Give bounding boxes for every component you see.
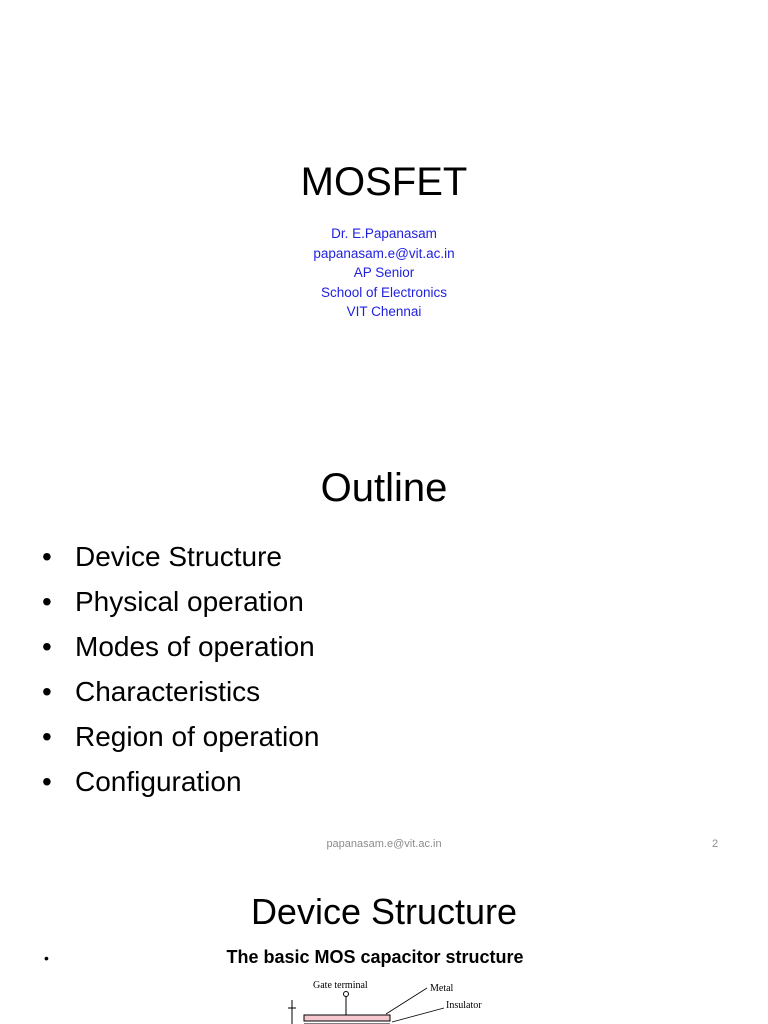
insulator-label: Insulator bbox=[446, 1000, 482, 1011]
diagram-caption: The basic MOS capacitor structure bbox=[226, 947, 524, 967]
outline-item-label: Region of operation bbox=[75, 721, 320, 752]
author-block bbox=[0, 224, 768, 322]
author-institute: VIT Chennai bbox=[346, 304, 422, 319]
gate-terminal-label: Gate terminal bbox=[313, 980, 368, 991]
outline-item-label: Device Structure bbox=[75, 541, 282, 572]
outline-item bbox=[42, 714, 319, 759]
mos-capacitor-diagram bbox=[270, 976, 510, 1024]
bullet-icon: • bbox=[42, 766, 52, 797]
outline-item bbox=[42, 534, 319, 579]
outline-title: Outline bbox=[320, 466, 448, 510]
bullet-icon: • bbox=[42, 721, 52, 752]
device-structure-title: Device Structure bbox=[250, 891, 518, 932]
insulator-pointer bbox=[392, 1008, 444, 1022]
metal-label: Metal bbox=[430, 983, 454, 994]
outline-item bbox=[42, 624, 319, 669]
bullet-icon: • bbox=[42, 676, 52, 707]
bullet-icon: • bbox=[42, 541, 52, 572]
bullet-icon: • bbox=[42, 631, 52, 662]
outline-item-label: Modes of operation bbox=[75, 631, 315, 662]
outline-item-label: Characteristics bbox=[75, 676, 261, 707]
bullet-icon: • bbox=[44, 950, 49, 966]
metal-layer bbox=[304, 1015, 390, 1021]
author-position: AP Senior bbox=[353, 265, 415, 280]
page-number: 2 bbox=[712, 838, 719, 850]
outline-item-label: Configuration bbox=[75, 766, 242, 797]
title-slide bbox=[0, 0, 768, 432]
outline-item-label: Physical operation bbox=[75, 586, 304, 617]
outline-item bbox=[42, 579, 319, 624]
outline-slide bbox=[0, 432, 768, 864]
author-email: papanasam.e@vit.ac.in bbox=[313, 245, 455, 261]
bullet-icon: • bbox=[42, 586, 52, 617]
outline-item bbox=[42, 759, 319, 804]
outline-list bbox=[42, 534, 319, 804]
author-name: Dr. E.Papanasam bbox=[331, 226, 437, 241]
footer-email: papanasam.e@vit.ac.in bbox=[326, 838, 442, 850]
device-structure-slide bbox=[0, 864, 768, 1024]
outline-item bbox=[42, 669, 319, 714]
metal-pointer bbox=[386, 988, 427, 1014]
slide-title: MOSFET bbox=[300, 160, 468, 204]
gate-terminal-node bbox=[344, 992, 349, 997]
author-school: School of Electronics bbox=[320, 284, 448, 300]
